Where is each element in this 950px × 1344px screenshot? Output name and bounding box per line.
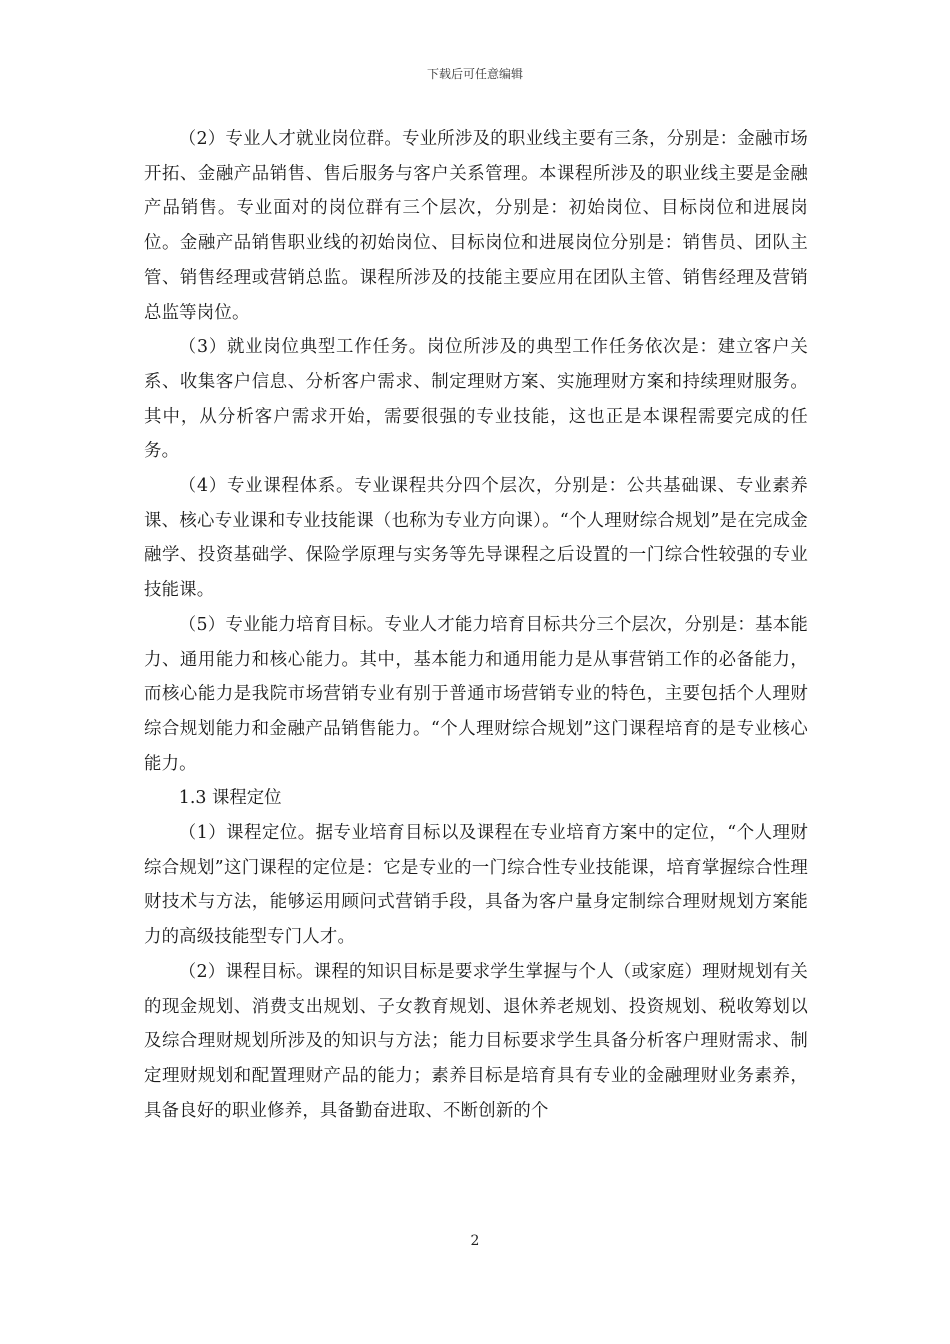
page-header: 下载后可任意编辑	[426, 67, 523, 81]
paragraph-ability-goals: （5）专业能力培育目标。专业人才能力培育目标共分三个层次，分别是：基本能力、通用能力和核心能力。其中，基本能力和通用能力是从事营销工作的必备能力，而核心能力是我院市场营销专业有别于普通市场营销专业的特色，主要包括个人理财综合规划能力和金融产品销售能力。“个人理财综合规划”这门课程培育的是专业核心能力。	[144, 614, 808, 774]
paragraph-course-positioning: （1）课程定位。据专业培育目标以及课程在专业培育方案中的定位，“个人理财综合规划”这门课程的定位是：它是专业的一门综合性专业技能课，培育掌握综合性理财技术与方法，能够运用顾问式营销手段，具备为客户量身定制综合理财规划方案能力的高级技能型专门人才。	[144, 823, 808, 948]
page-number: 2	[470, 1233, 480, 1249]
paragraph-course-system: （4）专业课程体系。专业课程共分四个层次，分别是：公共基础课、专业素养课、核心专业课和专业技能课（也称为专业方向课）。“个人理财综合规划”是在完成金融学、投资基础学、保险学原理与实务等先导课程之后设置的一门综合性较强的专业技能课。	[144, 476, 808, 601]
paragraph-typical-tasks: （3）就业岗位典型工作任务。岗位所涉及的典型工作任务依次是：建立客户关系、收集客户信息、分析客户需求、制定理财方案、实施理财方案和持续理财服务。其中，从分析客户需求开始，需要很强的专业技能，这也正是本课程需要完成的任务。	[144, 337, 808, 462]
section-heading-course-positioning: 1.3 课程定位	[178, 788, 282, 809]
paragraph-course-objectives: （2）课程目标。课程的知识目标是要求学生掌握与个人（或家庭）理财规划有关的现金规划、消费支出规划、子女教育规划、退休养老规划、投资规划、税收筹划以及综合理财规划所涉及的知识与方法；能力目标要求学生具备分析客户理财需求、制定理财规划和配置理财产品的能力；素养目标是培育具有专业的金融理财业务素养，具备良好的职业修养，具备勤奋进取、不断创新的个	[144, 961, 808, 1121]
document-body	[144, 122, 808, 1128]
paragraph-employment-positions: （2）专业人才就业岗位群。专业所涉及的职业线主要有三条，分别是：金融市场开拓、金融产品销售、售后服务与客户关系管理。本课程所涉及的职业线主要是金融产品销售。专业面对的岗位群有三个层次，分别是：初始岗位、目标岗位和进展岗位。金融产品销售职业线的初始岗位、目标岗位和进展岗位分别是：销售员、团队主管、销售经理或营销总监。课程所涉及的技能主要应用在团队主管、销售经理及营销总监等岗位。	[144, 129, 808, 323]
